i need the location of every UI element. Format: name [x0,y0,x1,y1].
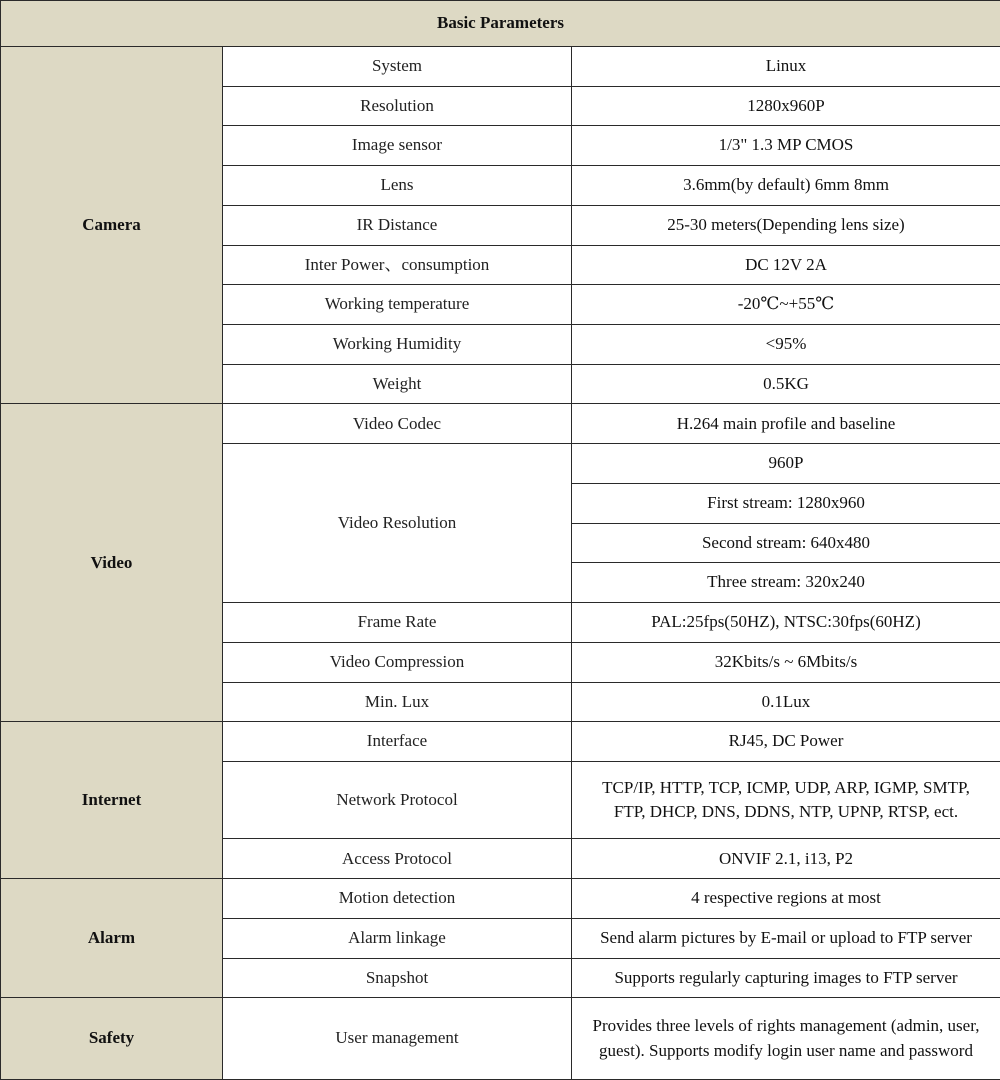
param-value: ONVIF 2.1, i13, P2 [572,839,1000,879]
param-value: DC 12V 2A [572,245,1000,285]
param-value: 0.1Lux [572,682,1000,722]
value-line: TCP/IP, HTTP, TCP, ICMP, UDP, ARP, IGMP, SMTP, [602,777,970,797]
param-value: Supports regularly capturing images to FTP server [572,958,1000,998]
param-label: Resolution [223,86,572,126]
param-label: Video Compression [223,642,572,682]
param-value-multiline [572,762,1000,839]
category-internet: Internet [1,722,223,879]
param-label: Image sensor [223,126,572,166]
param-label: Video Codec [223,404,572,444]
value-line: guest). Supports modify login user name and password [599,1040,973,1060]
param-label: Frame Rate [223,603,572,643]
param-label: Lens [223,166,572,206]
param-value: First stream: 1280x960 [572,483,1000,523]
param-value: H.264 main profile and baseline [572,404,1000,444]
param-label: Access Protocol [223,839,572,879]
param-label: System [223,46,572,86]
param-value: PAL:25fps(50HZ), NTSC:30fps(60HZ) [572,603,1000,643]
table-title: Basic Parameters [1,1,1000,47]
param-value: 32Kbits/s ~ 6Mbits/s [572,642,1000,682]
param-label: Video Resolution [223,444,572,603]
param-value: RJ45, DC Power [572,722,1000,762]
category-camera: Camera [1,46,223,404]
param-label: Weight [223,364,572,404]
param-value: Second stream: 640x480 [572,523,1000,563]
param-label: Min. Lux [223,682,572,722]
category-safety: Safety [1,998,223,1080]
param-label: Interface [223,722,572,762]
param-value: 25-30 meters(Depending lens size) [572,205,1000,245]
param-value: 4 respective regions at most [572,879,1000,919]
param-value: 1280x960P [572,86,1000,126]
param-value: 3.6mm(by default) 6mm 8mm [572,166,1000,206]
param-label: Working Humidity [223,324,572,364]
value-line: FTP, DHCP, DNS, DDNS, NTP, UPNP, RTSP, ect. [613,802,959,822]
param-value: Linux [572,46,1000,86]
param-value-multiline [572,998,1000,1080]
param-label: Inter Power、consumption [223,245,572,285]
param-value: 960P [572,444,1000,484]
param-value: <95% [572,324,1000,364]
param-value: 1/3" 1.3 MP CMOS [572,126,1000,166]
category-alarm: Alarm [1,879,223,998]
param-label: Network Protocol [223,762,572,839]
param-value: 0.5KG [572,364,1000,404]
param-label: Working temperature [223,285,572,325]
category-video: Video [1,404,223,722]
param-label: User management [223,998,572,1080]
param-label: Alarm linkage [223,918,572,958]
param-value: Send alarm pictures by E-mail or upload to FTP server [572,918,1000,958]
param-label: IR Distance [223,205,572,245]
param-label: Snapshot [223,958,572,998]
value-line: Provides three levels of rights management (admin, user, [592,1016,980,1036]
param-label: Motion detection [223,879,572,919]
param-value: Three stream: 320x240 [572,563,1000,603]
param-value: -20℃~+55℃ [572,285,1000,325]
